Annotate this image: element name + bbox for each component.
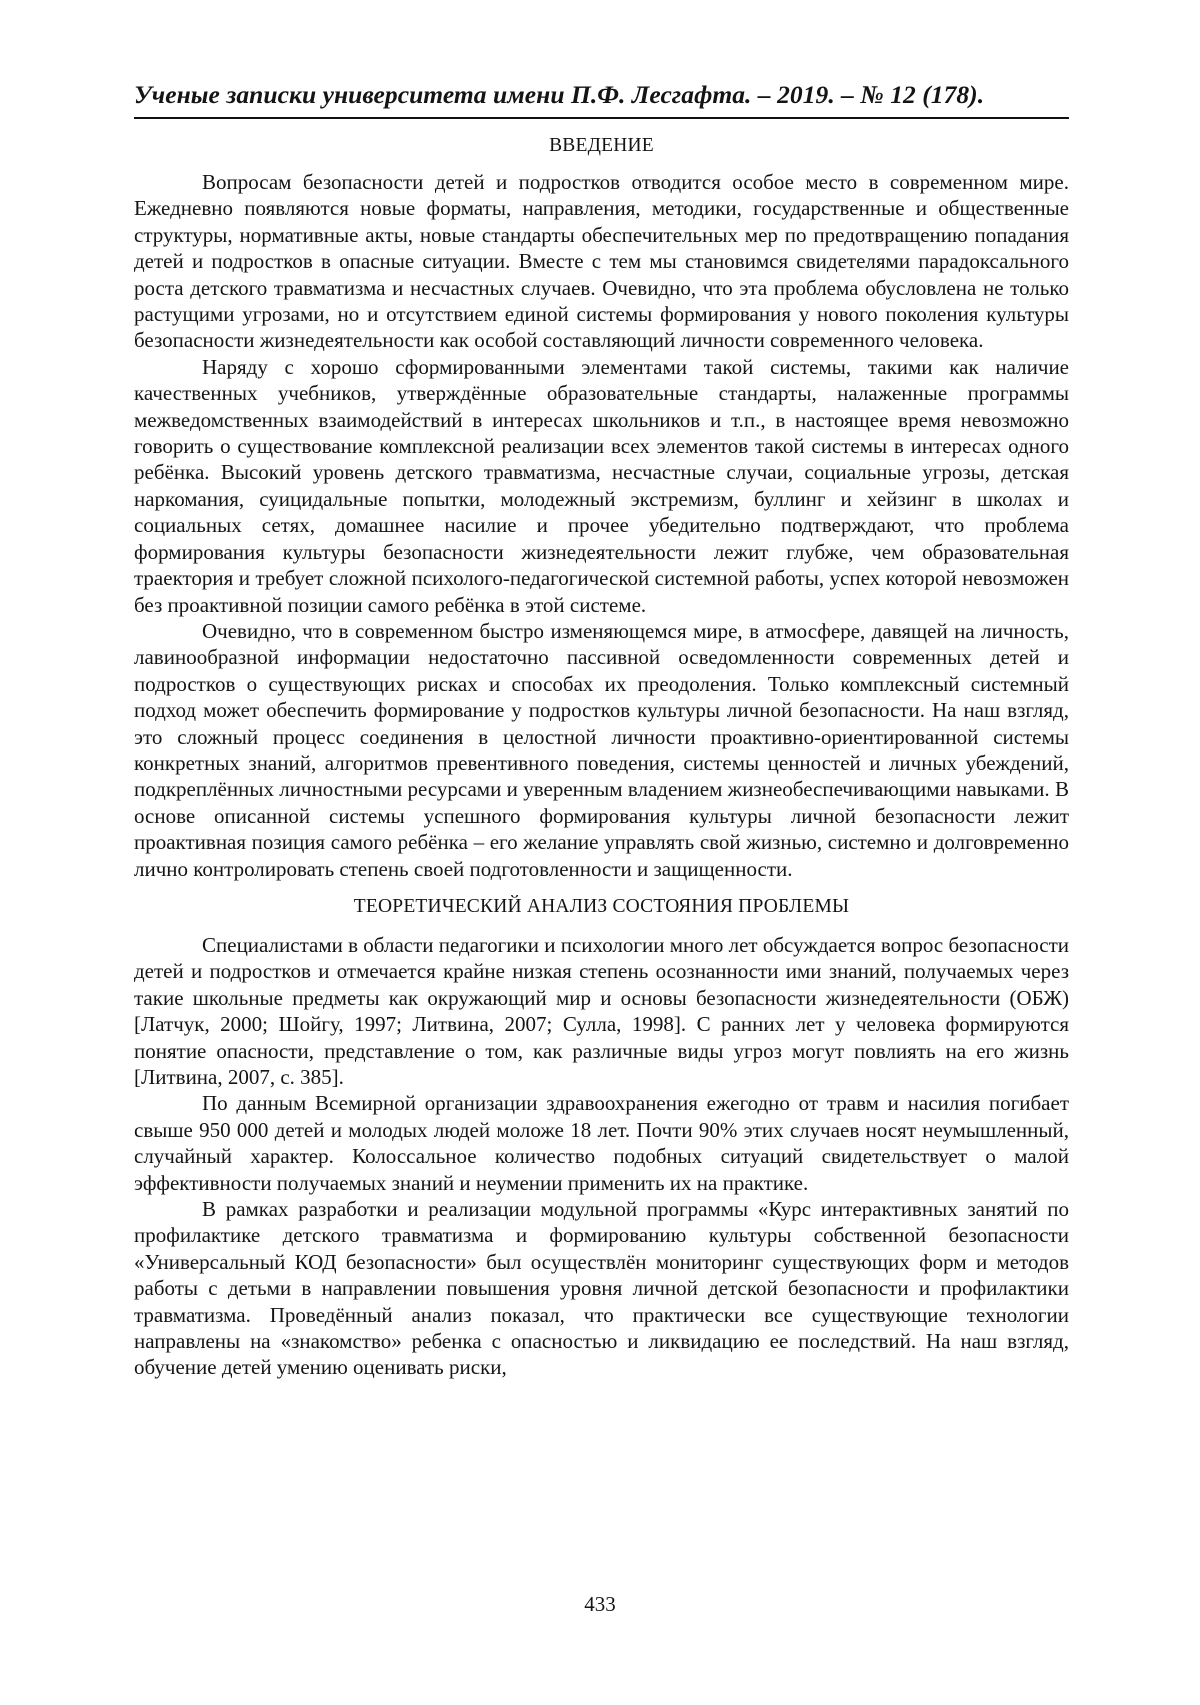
paragraph: Наряду с хорошо сформированными элементами такой системы, такими как наличие качественных учебников, утверждённые образовательные стандарты, налаженные программы межведомственных взаимодействий в интересах школьников и т.п., в настоящее время невозможно говорить о существование комплексной реализации всех элементов такой системы в интересах одного ребёнка. Высокий уровень детского травматизма, несчастные случаи, социальные угрозы, детская наркомания, суицидальные попытки, молодежный экстремизм, буллинг и хейзинг в школах и социальных сетях, домашнее насилие и прочее убедительно подтверждают, что проблема формирования культуры безопасности жизнедеятельности лежит глубже, чем образовательная траектория и требует сложной психолого-педагогической системной работы, успех которой невозможен без проактивной позиции самого ребёнка в этой системе. <box>134 354 1069 617</box>
paragraph: Вопросам безопасности детей и подростков отводится особое место в современном мире. Ежедневно появляются новые форматы, направления, методики, государственные и общественные структуры, нормативные акты, новые стандарты обеспечительных мер по предотвращению попадания детей и подростков в опасные ситуации. Вместе с тем мы становимся свидетелями парадоксального роста детского травматизма и несчастных случаев. Очевидно, что эта проблема обусловлена не только растущими угрозами, но и отсутствием единой системы формирования у нового поколения культуры безопасности жизнедеятельности как особой составляющий личности современного человека. <box>134 170 1069 353</box>
paragraph: В рамках разработки и реализации модульной программы «Курс интерактивных занятий по профилактике детского травматизма и формированию культуры собственной безопасности «Универсальный КОД безопасности» был осуществлён мониторинг существующих форм и методов работы с детьми в направлении повышения уровня личной детской безопасности и профилактики травматизма. Проведённый анализ показал, что практически все существующие технологии направлены на «знакомство» ребенка с опасностью и ликвидацию ее последствий. На наш взгляд, обучение детей умению оценивать риски, <box>134 1197 1069 1380</box>
running-header: Ученые записки университета имени П.Ф. Лесгафта. – 2019. – № 12 (178). <box>134 80 985 109</box>
article-body <box>134 133 1069 1381</box>
section-heading-introduction: ВВЕДЕНИЕ <box>549 135 654 156</box>
header-rule <box>134 117 1069 119</box>
section-heading-theoretical-analysis: ТЕОРЕТИЧЕСКИЙ АНАЛИЗ СОСТОЯНИЯ ПРОБЛЕМЫ <box>353 895 850 917</box>
paragraph: Специалистами в области педагогики и психологии много лет обсуждается вопрос безопасности детей и подростков и отмечается крайне низкая степень осознанности ими знаний, получаемых через такие школьные предметы как окружающий мир и основы безопасности жизнедеятельности (ОБЖ) [Латчук, 2000; Шойгу, 1997; Литвина, 2007; Сулла, 1998]. С ранних лет у человека формируются понятие опасности, представление о том, как различные виды угроз могут повлиять на его жизнь [Литвина, 2007, с. 385]. <box>134 932 1069 1089</box>
page-number: 433 <box>584 1592 616 1616</box>
paragraph: Очевидно, что в современном быстро изменяющемся мире, в атмосфере, давящей на личность, лавинообразной информации недостаточно пассивной осведомленности современных детей и подростков о существующих рисках и способах их преодоления. Только комплексный системный подход может обеспечить формирование у подростков культуры личной безопасности. На наш взгляд, это сложный процесс соединения в целостной личности проактивно-ориентированной системы конкретных знаний, алгоритмов превентивного поведения, системы ценностей и личных убеждений, подкреплённых личностными ресурсами и уверенным владением жизнеобеспечивающими навыками. В основе описанной системы успешного формирования культуры личной безопасности лежит проактивная позиция самого ребёнка – его желание управлять свой жизнью, системно и долговременно лично контролировать степень своей подготовленности и защищенности. <box>134 618 1069 881</box>
paragraph: По данным Всемирной организации здравоохранения ежегодно от травм и насилия погибает свыше 950 000 детей и молодых людей моложе 18 лет. Почти 90% этих случаев носят неумышленный, случайный характер. Колоссальное количество подобных ситуаций свидетельствует о малой эффективности получаемых знаний и неумении применить их на практике. <box>134 1091 1069 1195</box>
